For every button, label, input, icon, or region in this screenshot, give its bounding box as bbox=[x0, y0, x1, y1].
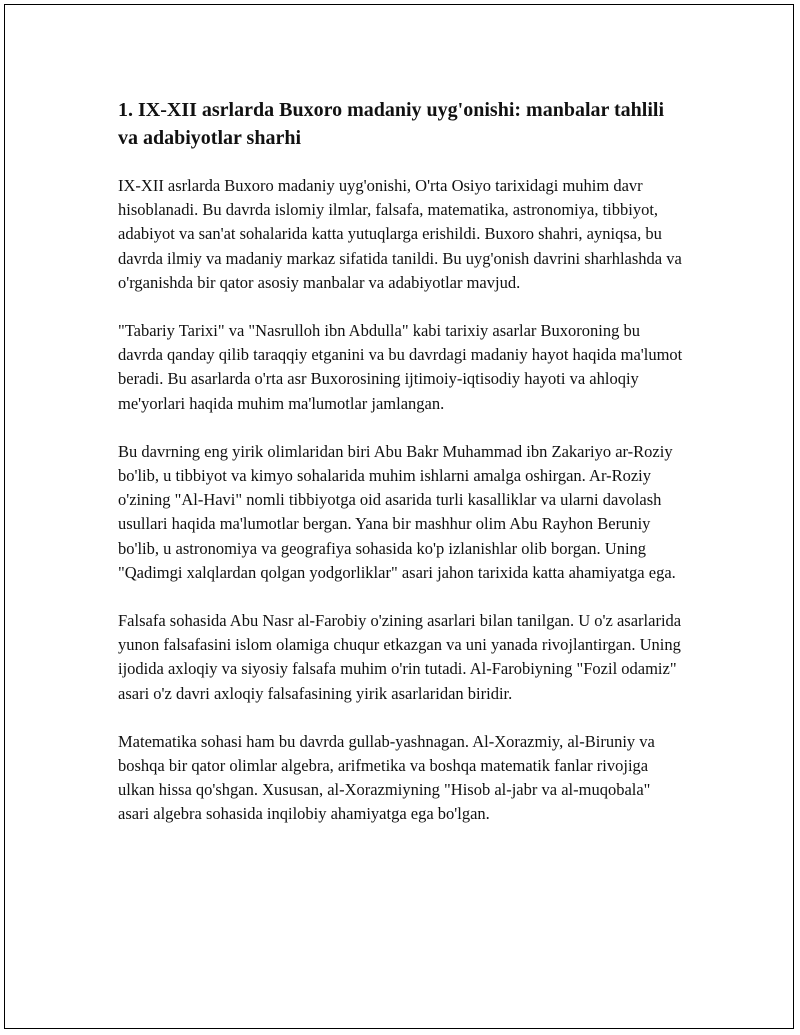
paragraph-mathematics: Matematika sohasi ham bu davrda gullab-yashnagan. Al-Xorazmiy, al-Biruniy va boshqa bir qator olimlar algebra, arifmetika va boshqa matematik fanlar rivojiga ulkan hissa qo'shgan. Xususan, al-Xorazmiyning "Hisob al-jabr va al-muqobala" asari algebra sohasida inqilobiy ahamiyatga ega bo'lgan. bbox=[118, 731, 655, 824]
paragraph-scholars: Bu davrning eng yirik olimlaridan biri Abu Bakr Muhammad ibn Zakariyo ar-Roziy bo'lib, u tibbiyot va kimyo sohalarida muhim ishlarni amalga oshirgan. Ar-Roziy o'zining "Al-Havi" nomli tibbiyotga oid asarida turli kasalliklar va ularni davolash usullari haqida ma'lumotlar bergan. Yana bir mashhur olim Abu Rayhon Beruniy bo'lib, u astronomiya va geografiya sohasida ko'p izlanishlar olib borgan. Uning "Qadimgi xalqlardan qolgan yodgorliklar" asari jahon tarixida katta ahamiyatga ega. bbox=[118, 441, 676, 582]
section-heading: 1. IX-XII asrlarda Buxoro madaniy uyg'onishi: manbalar tahlili va adabiyotlar sharhi bbox=[118, 99, 665, 149]
paragraph-philosophy: Falsafa sohasida Abu Nasr al-Farobiy o'zining asarlari bilan tanilgan. U o'z asarlarida yunon falsafasini islom olamiga chuqur etkazgan va uni yanada rivojlantirgan. Uning ijodida axloqiy va siyosiy falsafa muhim o'rin tutadi. Al-Farobiyning "Fozil odamiz" asari o'z davri axloqiy falsafasining yirik asarlaridan biridir. bbox=[118, 611, 682, 703]
paragraph-historical-sources: "Tabariy Tarixi" va "Nasrulloh ibn Abdulla" kabi tarixiy asarlar Buxoroning bu davrda qanday qilib taraqqiy etganini va bu davrdagi madaniy hayot haqida ma'lumot beradi. Bu asarlarda o'rta asr Buxorosining ijtimoiy-iqtisodiy hayoti va ahloqiy me'yorlari haqida muhim ma'lumotlar jamlangan. bbox=[118, 321, 683, 413]
paragraph-intro: IX-XII asrlarda Buxoro madaniy uyg'onishi, O'rta Osiyo tarixidagi muhim davr hisoblanadi. Bu davrda islomiy ilmlar, falsafa, matematika, astronomiya, tibbiyot, adabiyot va san'at sohalarida katta yutuqlarga erishildi. Buxoro shahri, ayniqsa, bu davrda ilmiy va madaniy markaz sifatida tanildi. Bu uyg'onish davrini sharhlashda va o'rganishda bir qator asosiy manbalar va adabiyotlar mavjud. bbox=[118, 176, 682, 292]
document-body bbox=[118, 96, 684, 851]
